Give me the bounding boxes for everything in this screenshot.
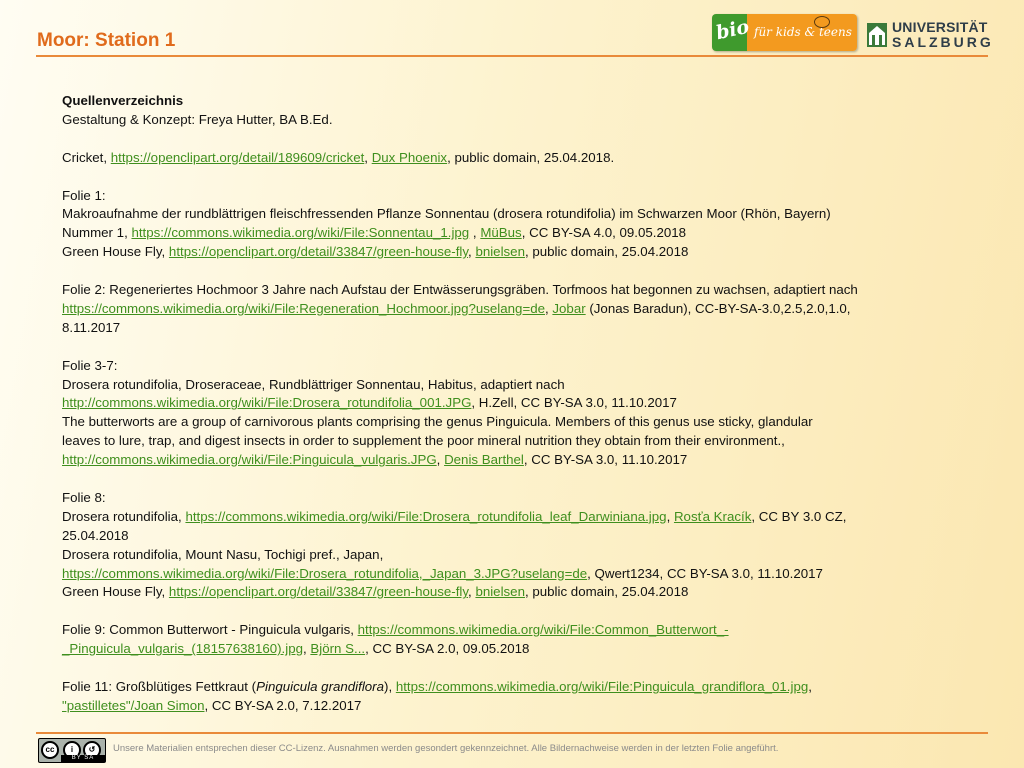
fly-license: , public domain, 25.04.2018 bbox=[524, 584, 689, 600]
separator: , bbox=[468, 244, 476, 260]
bnielsen-author-link[interactable]: bnielsen bbox=[475, 244, 525, 260]
folie2-date: 8.11.2017 bbox=[62, 319, 121, 335]
fly-label: Green House Fly, bbox=[62, 584, 169, 600]
separator: , bbox=[303, 641, 311, 657]
cc-icon: cc bbox=[41, 741, 59, 759]
drosera-leaf-license: , CC BY 3.0 CZ, bbox=[751, 508, 847, 524]
folie8-heading: Folie 8: bbox=[62, 489, 106, 505]
fly-label: Green House Fly, bbox=[62, 244, 169, 260]
butterwort-text-2: leaves to lure, trap, and digest insects in order to supplement the poor mineral nutrition they obtain from their environment., bbox=[62, 433, 785, 449]
folie3-7-credits bbox=[62, 357, 942, 470]
common-butterwort-source-link[interactable]: https://commons.wikimedia.org/wiki/File:Common_Butterwort_- bbox=[357, 622, 729, 638]
cricket-author-link[interactable]: Dux Phoenix bbox=[371, 149, 448, 165]
drosera-japan-license: , Qwert1234, CC BY-SA 3.0, 11.10.2017 bbox=[587, 565, 823, 581]
fly-source-link[interactable]: https://openclipart.org/detail/33847/green-house-fly bbox=[168, 244, 469, 260]
drosera-001-license: , H.Zell, CC BY-SA 3.0, 11.10.2017 bbox=[471, 395, 677, 411]
folie9-credits bbox=[62, 621, 942, 659]
butterwort-text-1: The butterworts are a group of carnivorous plants comprising the genus Pinguicula. Members of this genus use sticky, glandular bbox=[62, 414, 813, 430]
regeneration-source-link[interactable]: https://commons.wikimedia.org/wiki/File:Regeneration_Hochmoor.jpg?uselang=de bbox=[62, 300, 545, 316]
separator: , bbox=[666, 508, 674, 524]
bio-logo-text: für kids & teens bbox=[754, 25, 852, 39]
fly-license: , public domain, 25.04.2018 bbox=[524, 244, 689, 260]
university-salzburg-logo bbox=[866, 17, 994, 51]
fly-source-link[interactable]: https://openclipart.org/detail/33847/green-house-fly bbox=[168, 584, 469, 600]
folie2-description: Folie 2: Regeneriertes Hochmoor 3 Jahre nach Aufstau der Entwässerungsgräben. Torfmoos hat begonnen zu wachsen, adaptiert nach bbox=[62, 282, 858, 298]
university-logo-line2: SALZBURG bbox=[892, 34, 994, 50]
folie11-description: Folie 11: Großblütiges Fettkraut ( bbox=[62, 678, 257, 694]
sources-heading: Quellenverzeichnis bbox=[62, 93, 184, 108]
drosera-leaf-date: 25.04.2018 bbox=[62, 527, 129, 543]
bio-kids-teens-logo bbox=[712, 14, 857, 51]
sonnentau-source-link[interactable]: https://commons.wikimedia.org/wiki/File:Sonnentau_1.jpg bbox=[131, 225, 470, 241]
pinguicula-license: , CC BY-SA 3.0, 11.10.2017 bbox=[523, 452, 688, 468]
folie11-species: Pinguicula grandiflora bbox=[256, 678, 385, 694]
folie1-item-label: Nummer 1, bbox=[62, 225, 132, 241]
share-alike-icon: ↺ bbox=[83, 741, 101, 759]
pinguicula-vulgaris-source-link[interactable]: http://commons.wikimedia.org/wiki/File:Pinguicula_vulgaris.JPG bbox=[62, 452, 437, 468]
separator: , bbox=[808, 678, 812, 694]
folie1-license: , CC BY-SA 4.0, 09.05.2018 bbox=[521, 225, 687, 241]
folie11-credits bbox=[62, 678, 942, 716]
muebus-author-link[interactable]: MüBus bbox=[480, 225, 522, 241]
folie3-7-description: Drosera rotundifolia, Droseraceae, Rundblättriger Sonnentau, Habitus, adaptiert nach bbox=[62, 376, 565, 392]
cricket-icon bbox=[814, 16, 830, 28]
folie11-license: , CC BY-SA 2.0, 7.12.2017 bbox=[204, 697, 362, 713]
folie1-credits bbox=[62, 187, 942, 263]
bio-logo-mark: bio bbox=[714, 15, 752, 45]
pinguicula-grandiflora-source-link[interactable]: https://commons.wikimedia.org/wiki/File:Pinguicula_grandiflora_01.jpg bbox=[395, 678, 809, 694]
cricket-license: , public domain, 25.04.2018. bbox=[447, 149, 615, 165]
folie2-credits bbox=[62, 281, 942, 338]
page-title: Moor: Station 1 bbox=[37, 30, 176, 51]
separator: , bbox=[545, 300, 553, 316]
cricket-source-link[interactable]: https://openclipart.org/detail/189609/cricket bbox=[110, 149, 365, 165]
sources-list bbox=[62, 92, 942, 735]
design-credit: Gestaltung & Konzept: Freya Hutter, BA B.Ed. bbox=[62, 111, 333, 127]
folie8-credits bbox=[62, 489, 942, 602]
joan-simon-author-link[interactable]: "pastilletes"/Joan Simon bbox=[62, 697, 205, 713]
separator: , bbox=[364, 149, 372, 165]
cc-badge-label: BY SA bbox=[61, 755, 105, 762]
separator: , bbox=[469, 225, 481, 241]
attribution-icon: i bbox=[63, 741, 81, 759]
rosta-kracik-author-link[interactable]: Rosťa Kracík bbox=[673, 508, 752, 524]
separator: , bbox=[468, 584, 476, 600]
folie3-7-heading: Folie 3-7: bbox=[62, 357, 118, 373]
bjoern-author-link[interactable]: Björn S... bbox=[310, 641, 366, 657]
folie11-mid: ), bbox=[384, 678, 396, 694]
separator: , bbox=[436, 452, 445, 468]
bnielsen-author-link[interactable]: bnielsen bbox=[475, 584, 525, 600]
university-building-icon bbox=[866, 23, 888, 47]
header-divider bbox=[36, 55, 988, 57]
drosera-001-source-link[interactable]: http://commons.wikimedia.org/wiki/File:Drosera_rotundifolia_001.JPG bbox=[62, 395, 472, 411]
cc-by-sa-license-badge[interactable] bbox=[38, 738, 106, 763]
folie1-description: Makroaufnahme der rundblättrigen fleischfressenden Pflanze Sonnentau (drosera rotundifolia) im Schwarzen Moor (Rhön, Bayern) bbox=[62, 206, 831, 222]
drosera-leaf-label: Drosera rotundifolia, bbox=[62, 508, 186, 524]
folie2-license: (Jonas Baradun), CC-BY-SA-3.0,2.5,2.0,1.0, bbox=[585, 300, 851, 316]
footer-divider bbox=[36, 732, 988, 734]
common-butterwort-source-link-cont[interactable]: _Pinguicula_vulgaris_(18157638160).jpg bbox=[62, 641, 303, 657]
license-note: Unsere Materialien entsprechen dieser CC-Lizenz. Ausnahmen werden gesondert gekennzeichnet. Alle Bildernachweise werden in der letzten Folie angeführt. bbox=[113, 743, 779, 754]
cricket-label: Cricket, bbox=[62, 149, 111, 165]
folie1-heading: Folie 1: bbox=[62, 187, 106, 203]
denis-barthel-author-link[interactable]: Denis Barthel bbox=[444, 452, 524, 468]
drosera-japan-source-link[interactable]: https://commons.wikimedia.org/wiki/File:Drosera_rotundifolia,_Japan_3.JPG?uselang=de bbox=[62, 565, 588, 581]
drosera-leaf-source-link[interactable]: https://commons.wikimedia.org/wiki/File:Drosera_rotundifolia_leaf_Darwiniana.jpg bbox=[185, 508, 667, 524]
university-logo-line1: UNIVERSITÄT bbox=[892, 19, 988, 35]
jobar-author-link[interactable]: Jobar bbox=[552, 300, 586, 316]
folie9-license: , CC BY-SA 2.0, 09.05.2018 bbox=[365, 641, 530, 657]
drosera-japan-description: Drosera rotundifolia, Mount Nasu, Tochigi pref., Japan, bbox=[62, 546, 384, 562]
cricket-credit bbox=[62, 149, 942, 168]
folie9-description: Folie 9: Common Butterwort - Pinguicula vulgaris, bbox=[62, 622, 358, 638]
